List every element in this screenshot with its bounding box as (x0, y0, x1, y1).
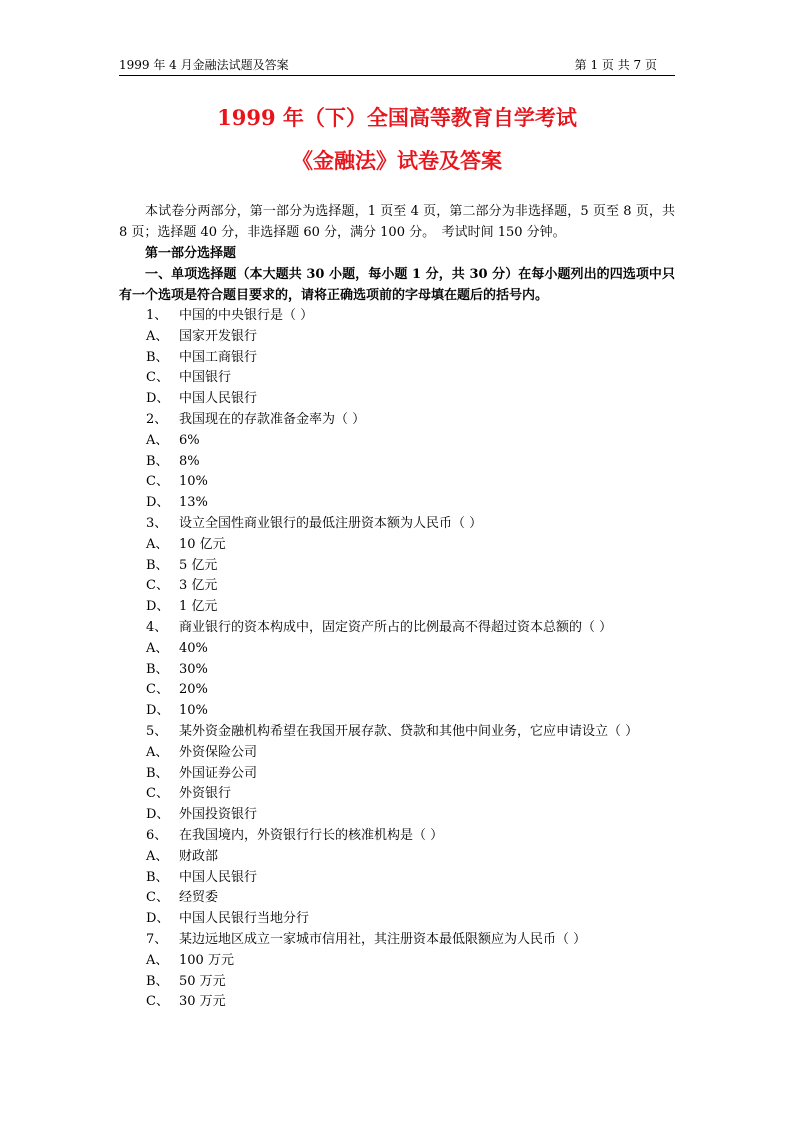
title-line-1: 1999 年（下）全国高等教育自学考试 (217, 105, 577, 130)
question-number: 1、 (146, 308, 168, 323)
option-text: 外国证券公司 (179, 765, 258, 781)
option-7-1 (119, 951, 675, 972)
option-text: 经贸委 (179, 890, 219, 906)
option-text: 30 万元 (179, 994, 226, 1010)
option-2-1 (119, 431, 675, 452)
question-number: 2、 (146, 411, 168, 427)
option-label: D、 (146, 599, 170, 615)
option-3-3 (119, 576, 675, 597)
option-label: A、 (146, 848, 169, 864)
question-4 (119, 618, 675, 639)
question-text: 我国现在的存款准备金率为（ ） (179, 411, 366, 427)
question-text: 在我国境内，外资银行行长的核准机构是（ ） (179, 827, 444, 843)
question-number: 6、 (146, 827, 168, 843)
option-3-4 (119, 597, 675, 618)
header-page-number: 第 1 页 共 7 页 (574, 58, 657, 72)
option-4-4 (119, 701, 675, 722)
question-text: 设立全国性商业银行的最低注册资本额为人民币（ ） (179, 515, 483, 531)
option-label: A、 (146, 952, 169, 968)
option-label: C、 (146, 786, 169, 802)
option-label: D、 (146, 911, 170, 927)
question-2 (119, 410, 675, 431)
option-text: 8% (179, 453, 200, 469)
option-text: 1 亿元 (179, 599, 218, 615)
option-label: A、 (146, 536, 169, 552)
document-body (119, 201, 675, 1013)
question-6 (119, 826, 675, 847)
part1-heading: 第一部分选择题 (145, 246, 237, 261)
option-label: D、 (146, 391, 170, 407)
option-4-1 (119, 639, 675, 660)
intro-paragraph: 本试卷分两部分，第一部分为选择题，1 页至 4 页，第二部分为非选择题，5 页至 8 页，共 8 页；选择题 40 分，非选择题 60 分，满分 100 分。 考试时间 150 分钟。 (119, 204, 675, 240)
option-text: 50 万元 (179, 973, 226, 989)
option-text: 10% (179, 703, 208, 719)
option-5-1 (119, 743, 675, 764)
option-text: 100 万元 (179, 952, 234, 968)
option-4-3 (119, 680, 675, 701)
option-2-4 (119, 493, 675, 514)
option-label: B、 (146, 453, 169, 469)
question-number: 7、 (146, 931, 168, 947)
option-label: B、 (146, 973, 169, 989)
option-1-2 (119, 348, 675, 369)
option-text: 5 亿元 (179, 557, 218, 573)
option-label: C、 (146, 370, 169, 386)
option-text: 财政部 (179, 848, 219, 864)
option-1-4 (119, 389, 675, 410)
question-number: 3、 (146, 515, 168, 531)
question-text: 某外资金融机构希望在我国开展存款、贷款和其他中间业务，它应申请设立（ ） (179, 723, 639, 739)
question-5 (119, 722, 675, 743)
question-number: 5、 (146, 723, 168, 739)
option-text: 10% (179, 474, 208, 490)
option-text: 20% (179, 682, 208, 698)
option-label: A、 (146, 744, 169, 760)
option-7-3 (119, 992, 675, 1013)
question-3 (119, 514, 675, 535)
option-text: 6% (179, 432, 200, 448)
option-label: C、 (146, 994, 169, 1010)
option-6-3 (119, 888, 675, 909)
section1-heading: 一、单项选择题（本大题共 30 小题，每小题 1 分，共 30 分）在每小题列出的四选项中只有一个选项是符合题目要求的，请将正确选项前的字母填在题后的括号内。 (119, 267, 675, 303)
option-text: 13% (179, 495, 208, 511)
option-7-2 (119, 972, 675, 993)
option-label: D、 (146, 495, 170, 511)
question-number: 4、 (146, 619, 168, 635)
option-label: A、 (146, 432, 169, 448)
header-doc-title: 1999 年 4 月金融法试题及答案 (119, 58, 289, 72)
option-3-2 (119, 556, 675, 577)
title-line-2: 《金融法》试卷及答案 (292, 148, 502, 173)
option-label: D、 (146, 807, 170, 823)
option-label: C、 (146, 682, 169, 698)
option-label: A、 (146, 640, 169, 656)
option-text: 中国工商银行 (179, 349, 258, 365)
option-text: 中国人民银行 (179, 391, 258, 407)
option-3-1 (119, 535, 675, 556)
option-2-3 (119, 472, 675, 493)
question-text: 某边远地区成立一家城市信用社，其注册资本最低限额应为人民币（ ） (179, 931, 587, 947)
option-5-3 (119, 784, 675, 805)
option-text: 中国银行 (179, 370, 232, 386)
question-7 (119, 930, 675, 951)
option-2-2 (119, 452, 675, 473)
question-text: 中国的中央银行是（ ） (179, 308, 314, 323)
option-text: 中国人民银行 (179, 869, 258, 885)
option-text: 40% (179, 640, 208, 656)
page-header (119, 56, 675, 76)
question-1 (119, 306, 675, 327)
option-label: D、 (146, 703, 170, 719)
option-text: 10 亿元 (179, 536, 226, 552)
option-6-2 (119, 868, 675, 889)
question-list (119, 306, 675, 1013)
option-6-4 (119, 909, 675, 930)
option-label: C、 (146, 474, 169, 490)
option-text: 外资保险公司 (179, 744, 258, 760)
option-label: B、 (146, 765, 169, 781)
option-label: B、 (146, 349, 169, 365)
option-text: 国家开发银行 (179, 328, 258, 344)
option-label: B、 (146, 661, 169, 677)
option-label: C、 (146, 578, 169, 594)
option-text: 外国投资银行 (179, 807, 258, 823)
option-text: 30% (179, 661, 208, 677)
option-4-2 (119, 660, 675, 681)
option-5-2 (119, 764, 675, 785)
option-1-3 (119, 368, 675, 389)
option-text: 中国人民银行当地分行 (179, 911, 310, 927)
option-1-1 (119, 327, 675, 348)
question-text: 商业银行的资本构成中，固定资产所占的比例最高不得超过资本总额的（ ） (179, 619, 613, 635)
option-text: 外资银行 (179, 786, 232, 802)
option-6-1 (119, 847, 675, 868)
option-label: B、 (146, 557, 169, 573)
option-label: A、 (146, 328, 169, 344)
option-label: C、 (146, 890, 169, 906)
option-label: B、 (146, 869, 169, 885)
option-5-4 (119, 805, 675, 826)
option-text: 3 亿元 (179, 578, 218, 594)
